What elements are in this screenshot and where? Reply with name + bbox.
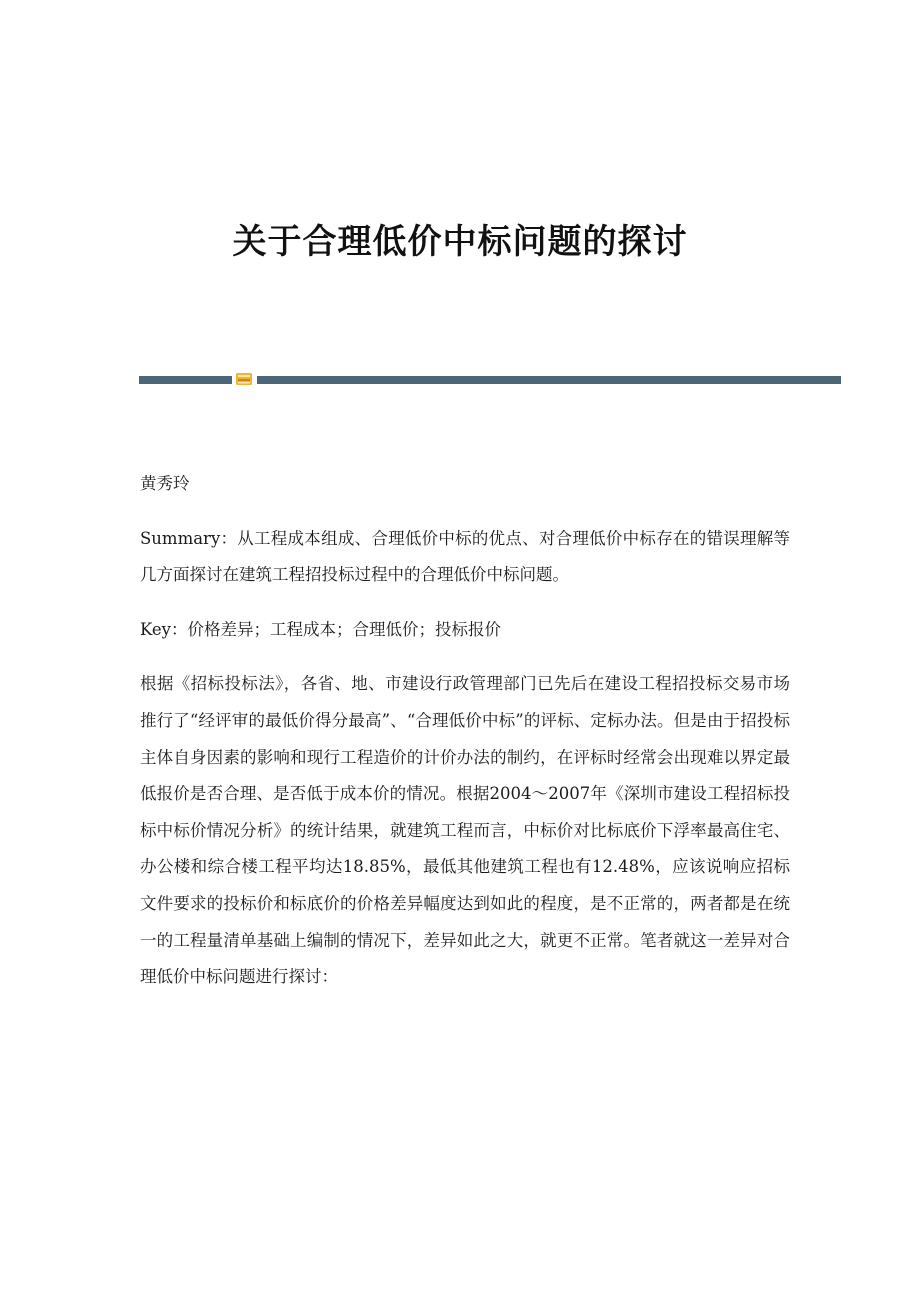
- title-divider: [139, 371, 841, 387]
- body-paragraph: 根据《招标投标法》，各省、地、市建设行政管理部门已先后在建设工程招投标交易市场推行了“经评审的最低价得分最高”、“合理低价中标”的评标、定标办法。但是由于招投标主体自身因素的影响和现行工程造价的计价办法的制约，在评标时经常会出现难以界定最低报价是否合理、是否低于成本价的情况。根据2004～2007年《深圳市建设工程招标投标中标价情况分析》的统计结果，就建筑工程而言，中标价对比标底价下浮率最高住宅、办公楼和综合楼工程平均达18.85%，最低其他建筑工程也有12.48%，应该说响应招标文件要求的投标价和标底价的价格差异幅度达到如此的程度，是不正常的，两者都是在统一的工程量清单基础上编制的情况下，差异如此之大，就更不正常。笔者就这一差异对合理低价中标问题进行探讨：: [140, 674, 790, 987]
- document-body: [140, 466, 790, 1014]
- summary-paragraph: Summary：从工程成本组成、合理低价中标的优点、对合理低价中标存在的错误理解等几方面探讨在建筑工程招投标过程中的合理低价中标问题。: [140, 528, 790, 585]
- ornament-icon: [236, 373, 252, 385]
- keywords-paragraph: Key：价格差异；工程成本；合理低价；投标报价: [140, 619, 501, 639]
- author-name: 黄秀玲: [140, 474, 190, 493]
- divider-bar-right: [257, 376, 841, 384]
- page-title: 关于合理低价中标问题的探讨: [232, 222, 688, 262]
- divider-bar-left: [139, 376, 232, 384]
